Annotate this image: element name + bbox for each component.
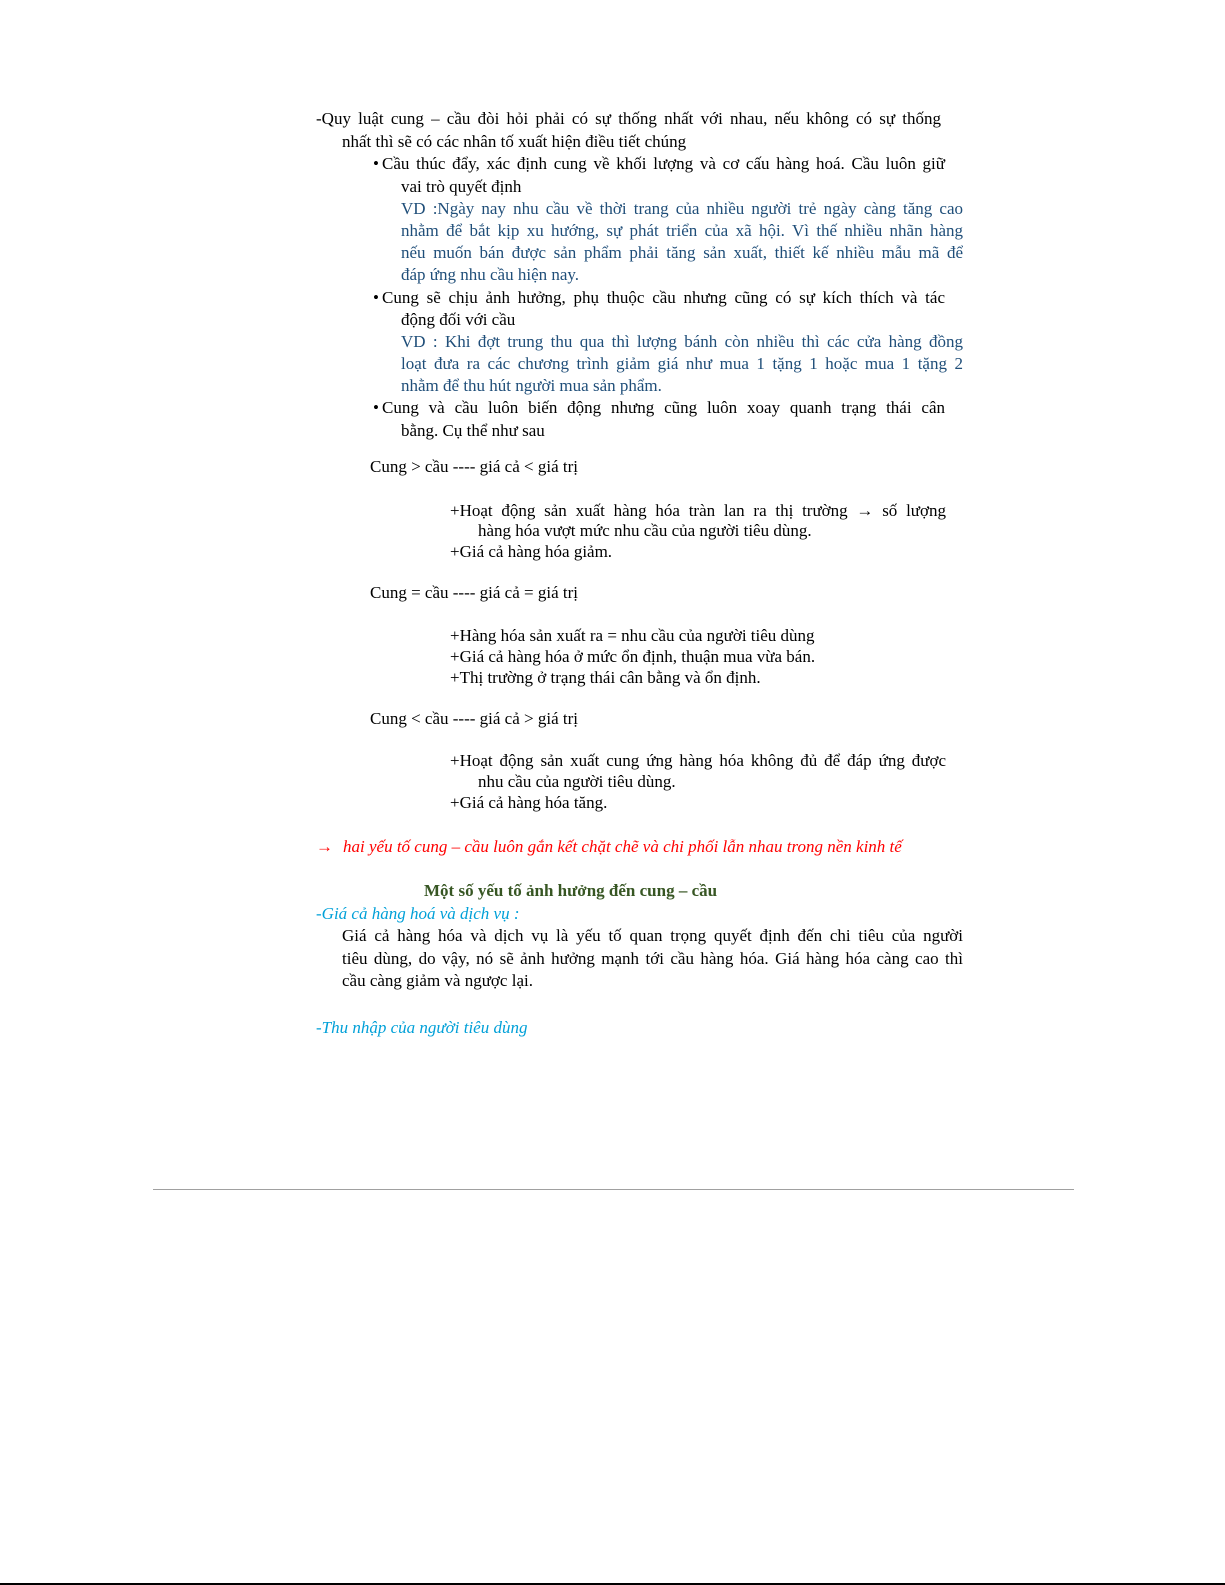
case-line: nhu cầu của người tiêu dùng. bbox=[478, 772, 676, 791]
paragraph-line: tiêu dùng, do vậy, nó sẽ ảnh hưởng mạnh tới cầu hàng hóa. Giá hàng hóa càng cao thì bbox=[342, 949, 963, 968]
case-line: hàng hóa vượt mức nhu cầu của người tiêu dùng. bbox=[478, 521, 812, 540]
example-line: nếu muốn bán được sản phẩm phải tăng sản xuất, thiết kế nhiều mẫu mã để bbox=[401, 243, 963, 262]
case-heading: Cung < cầu ---- giá cả > giá trị bbox=[370, 709, 578, 728]
case-line: +Hoạt động sản xuất cung ứng hàng hóa không đủ để đáp ứng được bbox=[450, 751, 946, 770]
example-line: VD : Khi đợt trung thu qua thì lượng bánh còn nhiều thì các cửa hàng đồng bbox=[401, 332, 963, 351]
example-line: nhằm để thu hút người mua sản phẩm. bbox=[401, 376, 662, 395]
paragraph-line: cầu càng giảm và ngược lại. bbox=[342, 971, 533, 990]
bullet-continuation: bằng. Cụ thể như sau bbox=[401, 421, 545, 440]
section-title: Một số yếu tố ảnh hưởng đến cung – cầu bbox=[424, 881, 718, 900]
paragraph-line: Giá cả hàng hóa và dịch vụ là yếu tố quan trọng quyết định đến chi tiêu của người bbox=[342, 926, 963, 945]
bullet-continuation: vai trò quyết định bbox=[401, 177, 522, 196]
bullet-item bbox=[373, 153, 945, 175]
example-line: VD :Ngày nay nhu cầu về thời trang của nhiều người trẻ ngày càng tăng cao bbox=[401, 199, 963, 218]
case-line: +Hoạt động sản xuất hàng hóa tràn lan ra thị trường → số lượng bbox=[450, 501, 946, 520]
bullet-item bbox=[373, 287, 945, 309]
conclusion-text: hai yếu tố cung – cầu luôn gắn kết chặt chẽ và chi phối lẫn nhau trong nền kinh tế bbox=[343, 837, 902, 856]
arrow-right-icon: → bbox=[316, 837, 333, 856]
bullet-icon: • bbox=[373, 398, 379, 417]
bullet-icon: • bbox=[373, 154, 379, 173]
example-line: nhằm để bắt kịp xu hướng, sự phát triển của xã hội. Vì thế nhiều nhãn hàng bbox=[401, 221, 963, 240]
subheading: -Giá cả hàng hoá và dịch vụ : bbox=[316, 904, 520, 923]
bullet-item bbox=[373, 397, 945, 419]
bullet-text: Cầu thúc đẩy, xác định cung về khối lượng và cơ cấu hàng hoá. Cầu luôn giữ bbox=[382, 154, 945, 173]
paragraph-line: -Quy luật cung – cầu đòi hỏi phải có sự thống nhất với nhau, nếu không có sự thống bbox=[316, 109, 941, 128]
bullet-text: Cung sẽ chịu ảnh hưởng, phụ thuộc cầu nhưng cũng có sự kích thích và tác bbox=[382, 288, 945, 307]
case-line: +Hàng hóa sản xuất ra = nhu cầu của người tiêu dùng bbox=[450, 626, 815, 645]
bullet-icon: • bbox=[373, 288, 379, 307]
subheading: -Thu nhập của người tiêu dùng bbox=[316, 1018, 528, 1037]
bullet-continuation: động đối với cầu bbox=[401, 310, 516, 329]
case-heading: Cung = cầu ---- giá cả = giá trị bbox=[370, 583, 578, 602]
example-line: đáp ứng nhu cầu hiện nay. bbox=[401, 265, 580, 284]
page-separator bbox=[153, 1189, 1074, 1190]
case-line: +Thị trường ở trạng thái cân bằng và ổn định. bbox=[450, 668, 761, 687]
example-line: loạt đưa ra các chương trình giảm giá như mua 1 tặng 1 hoặc mua 1 tặng 2 bbox=[401, 354, 963, 373]
conclusion bbox=[316, 836, 902, 858]
case-heading: Cung > cầu ---- giá cả < giá trị bbox=[370, 457, 578, 476]
paragraph-line: nhất thì sẽ có các nhân tố xuất hiện điều tiết chúng bbox=[342, 132, 687, 151]
bullet-text: Cung và cầu luôn biến động nhưng cũng luôn xoay quanh trạng thái cân bbox=[382, 398, 945, 417]
case-line: +Giá cả hàng hóa tăng. bbox=[450, 793, 608, 812]
case-line: +Giá cả hàng hóa giảm. bbox=[450, 542, 613, 561]
case-line: +Giá cả hàng hóa ở mức ổn định, thuận mua vừa bán. bbox=[450, 647, 816, 666]
